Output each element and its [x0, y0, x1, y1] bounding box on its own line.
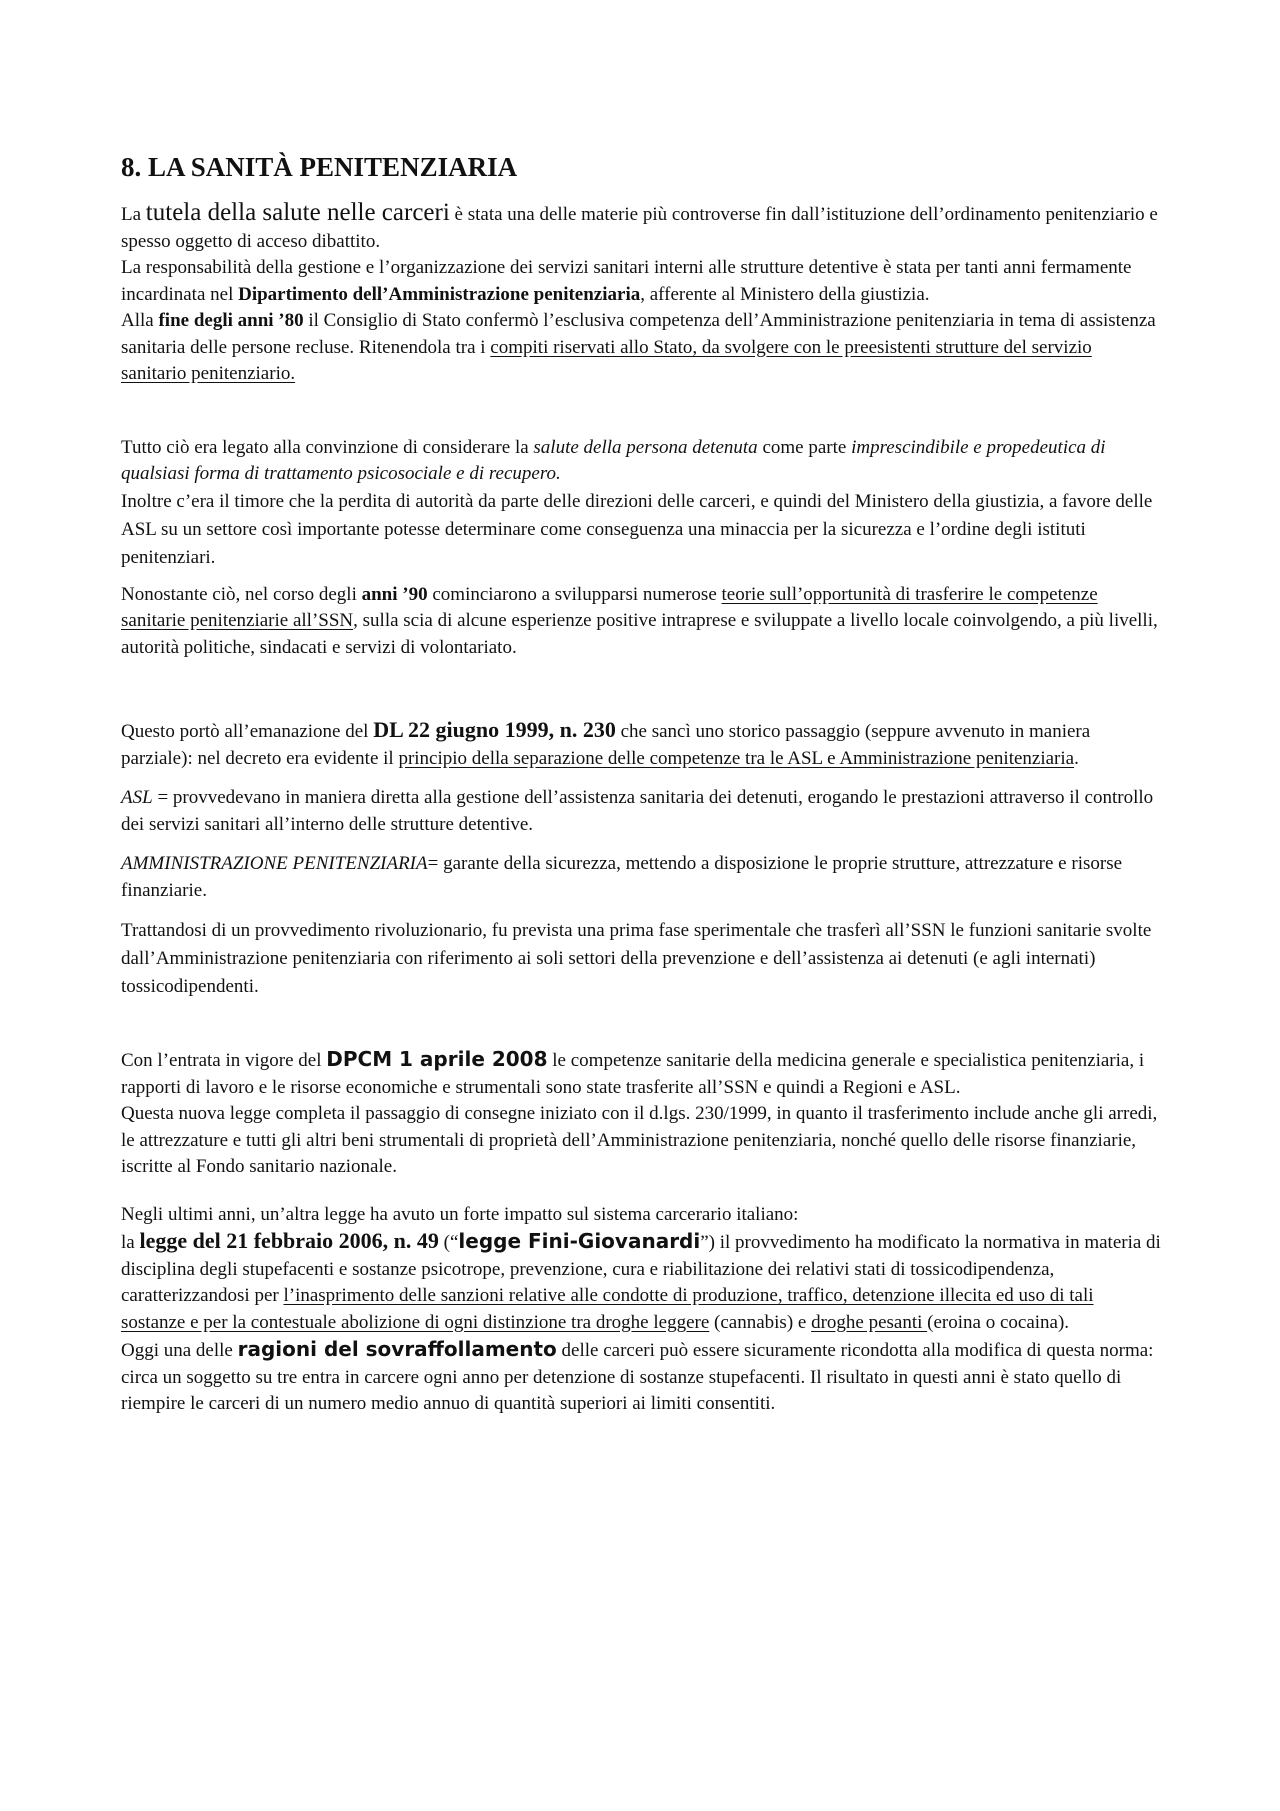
bold-dipartimento: Dipartimento dell’Amministrazione penitenziaria	[238, 283, 641, 305]
bold-anni-90: anni ’90	[361, 583, 428, 605]
underline-inasprimento: l’inasprimento delle sanzioni relative alle condotte di produzione, traffico, detenzione illecita ed uso di tali sostanze e per la contestuale abolizione di ogni distinzione tra droghe leggere	[121, 1285, 1094, 1333]
paragraph-amministrazione: AMMINISTRAZIONE PENITENZIARIA= garante della sicurezza, mettendo a disposizione le proprie strutture, attrezzature e risorse finanziarie.	[121, 853, 1123, 901]
bold-legge-2006: legge del 21 febbraio 2006, n. 49	[139, 1228, 439, 1253]
bold-fini-giovanardi: legge Fini-Giovanardi	[458, 1229, 701, 1253]
paragraph-legge-2006: la legge del 21 febbraio 2006, n. 49 (“legge Fini-Giovanardi”) il provvedimento ha modificato la normativa in materia di disciplina degli stupefacenti e sostanze psicotrope, prevenzione, cura e riabilitazione dei relativi stati di tossicodipendenza, caratterizzandosi per l’inasprimento delle sanzioni relative alle condotte di produzione, traffico, detenzione illecita ed uso di tali sostanze e per la contestuale abolizione di ogni distinzione tra droghe leggere (cannabis) e droghe pesanti (eroina o cocaina).	[121, 1228, 1161, 1333]
paragraph-anni-90: Nonostante ciò, nel corso degli anni ’90 cominciarono a svilupparsi numerose teorie sull’opportunità di trasferire le competenze sanitarie penitenziarie all’SSN, sulla scia di alcune esperienze positive intraprese e sviluppate a livello locale coinvolgendo, a più livelli, autorità politiche, sindacati e servizi di volontariato.	[121, 583, 1158, 658]
italic-amministrazione: AMMINISTRAZIONE PENITENZIARIA	[121, 853, 428, 874]
paragraph-asl: ASL = provvedevano in maniera diretta alla gestione dell’assistenza sanitaria dei detenuti, erogando le prestazioni attraverso il controllo dei servizi sanitari all’interno delle strutture detentive.	[121, 787, 1154, 835]
paragraph-convinzione: Tutto ciò era legato alla convinzione di considerare la salute della persona detenuta come parte imprescindibile e propedeutica di qualsiasi forma di trattamento psicosociale e di recupero.	[121, 436, 1106, 484]
bold-sovraffollamento: ragioni del sovraffollamento	[237, 1337, 557, 1361]
bold-anni-80: fine degli anni ’80	[158, 310, 304, 331]
underline-droghe-pesanti: droghe pesanti	[811, 1311, 928, 1333]
paragraph-intro: La tutela della salute nelle carceri è stata una delle materie più controverse fin dall’istituzione dell’ordinamento penitenziario e spesso oggetto di acceso dibattito.	[121, 199, 1158, 252]
underline-compiti-riservati: compiti riservati allo Stato, da svolgere con le preesistenti strutture del servizio sanitario penitenziario.	[121, 336, 1092, 384]
italic-asl: ASL	[121, 787, 153, 808]
italic-imprescindibile: imprescindibile e propedeutica di qualsiasi forma di trattamento psicosociale e di recupero.	[121, 436, 1106, 484]
paragraph-timore: Inoltre c’era il timore che la perdita di autorità da parte delle direzioni delle carceri, e quindi del Ministero della giustizia, a favore delle ASL su un settore così importante potesse determinare come conseguenza una minaccia per la sicurezza e l’ordine degli istituti penitenziari.	[121, 490, 1153, 568]
paragraph-sovraffollamento: Oggi una delle ragioni del sovraffollamento delle carceri può essere sicuramente ricondotta alla modifica di questa norma: circa un soggetto su tre entra in carcere ogni anno per detenzione di sostanze stupefacenti. Il risultato in questi anni è stato quello di riempire le carceri di un numero medio annuo di quantità superiori ai limiti consentiti.	[121, 1337, 1154, 1414]
paragraph-ultimi-anni: Negli ultimi anni, un’altra legge ha avuto un forte impatto sul sistema carcerario italiano:	[121, 1203, 799, 1225]
document-page	[121, 150, 1161, 1418]
italic-salute-detenuta: salute della persona detenuta	[533, 436, 758, 458]
emphasis-tutela: tutela della salute nelle carceri	[145, 199, 450, 226]
underline-principio-separazione: principio della separazione delle competenze tra le ASL e Amministrazione penitenziaria	[398, 747, 1075, 769]
section-title: 8. LA SANITÀ PENITENZIARIA	[121, 152, 518, 182]
underline-teorie-ssn: teorie sull’opportunità di trasferire le competenze sanitarie penitenziarie all’SSN	[121, 583, 1098, 631]
paragraph-passaggio: Questa nuova legge completa il passaggio di consegne iniziato con il d.lgs. 230/1999, in quanto il trasferimento include anche gli arredi, le attrezzature e tutti gli altri beni strumentali di proprietà dell’Amministrazione penitenziaria, nonché quello delle risorse finanziarie, iscritte al Fondo sanitario nazionale.	[121, 1103, 1158, 1177]
bold-dl-1999: DL 22 giugno 1999, n. 230	[373, 717, 616, 742]
paragraph-sperimentale: Trattandosi di un provvedimento rivoluzionario, fu prevista una prima fase sperimentale che trasferì all’SSN le funzioni sanitarie svolte dall’Amministrazione penitenziaria con riferimento ai soli settori della prevenzione e dell’assistenza ai detenuti (e agli internati) tossicodipendenti.	[121, 920, 1152, 997]
paragraph-anni-80: Alla fine degli anni ’80 il Consiglio di Stato confermò l’esclusiva competenza dell’Amministrazione penitenziaria in tema di assistenza sanitaria delle persone recluse. Ritenendola tra i compiti riservati allo Stato, da svolgere con le preesistenti strutture del servizio sanitario penitenziario.	[121, 310, 1156, 384]
paragraph-responsabilita: La responsabilità della gestione e l’organizzazione dei servizi sanitari interni alle strutture detentive è stata per tanti anni fermamente incardinata nel Dipartimento dell’Amministrazione penitenziaria, afferente al Ministero della giustizia.	[121, 257, 1132, 305]
paragraph-dpcm-2008: Con l’entrata in vigore del DPCM 1 aprile 2008 le competenze sanitarie della medicina generale e specialistica penitenziaria, i rapporti di lavoro e le risorse economiche e strumentali sono state trasferite all’SSN e quindi a Regioni e ASL.	[121, 1047, 1145, 1098]
paragraph-dl-1999: Questo portò all’emanazione del DL 22 giugno 1999, n. 230 che sancì uno storico passaggio (seppure avvenuto in maniera parziale): nel decreto era evidente il principio della separazione delle competenze tra le ASL e Amministrazione penitenziaria.	[121, 717, 1091, 769]
bold-dpcm-2008: DPCM 1 aprile 2008	[326, 1047, 548, 1071]
